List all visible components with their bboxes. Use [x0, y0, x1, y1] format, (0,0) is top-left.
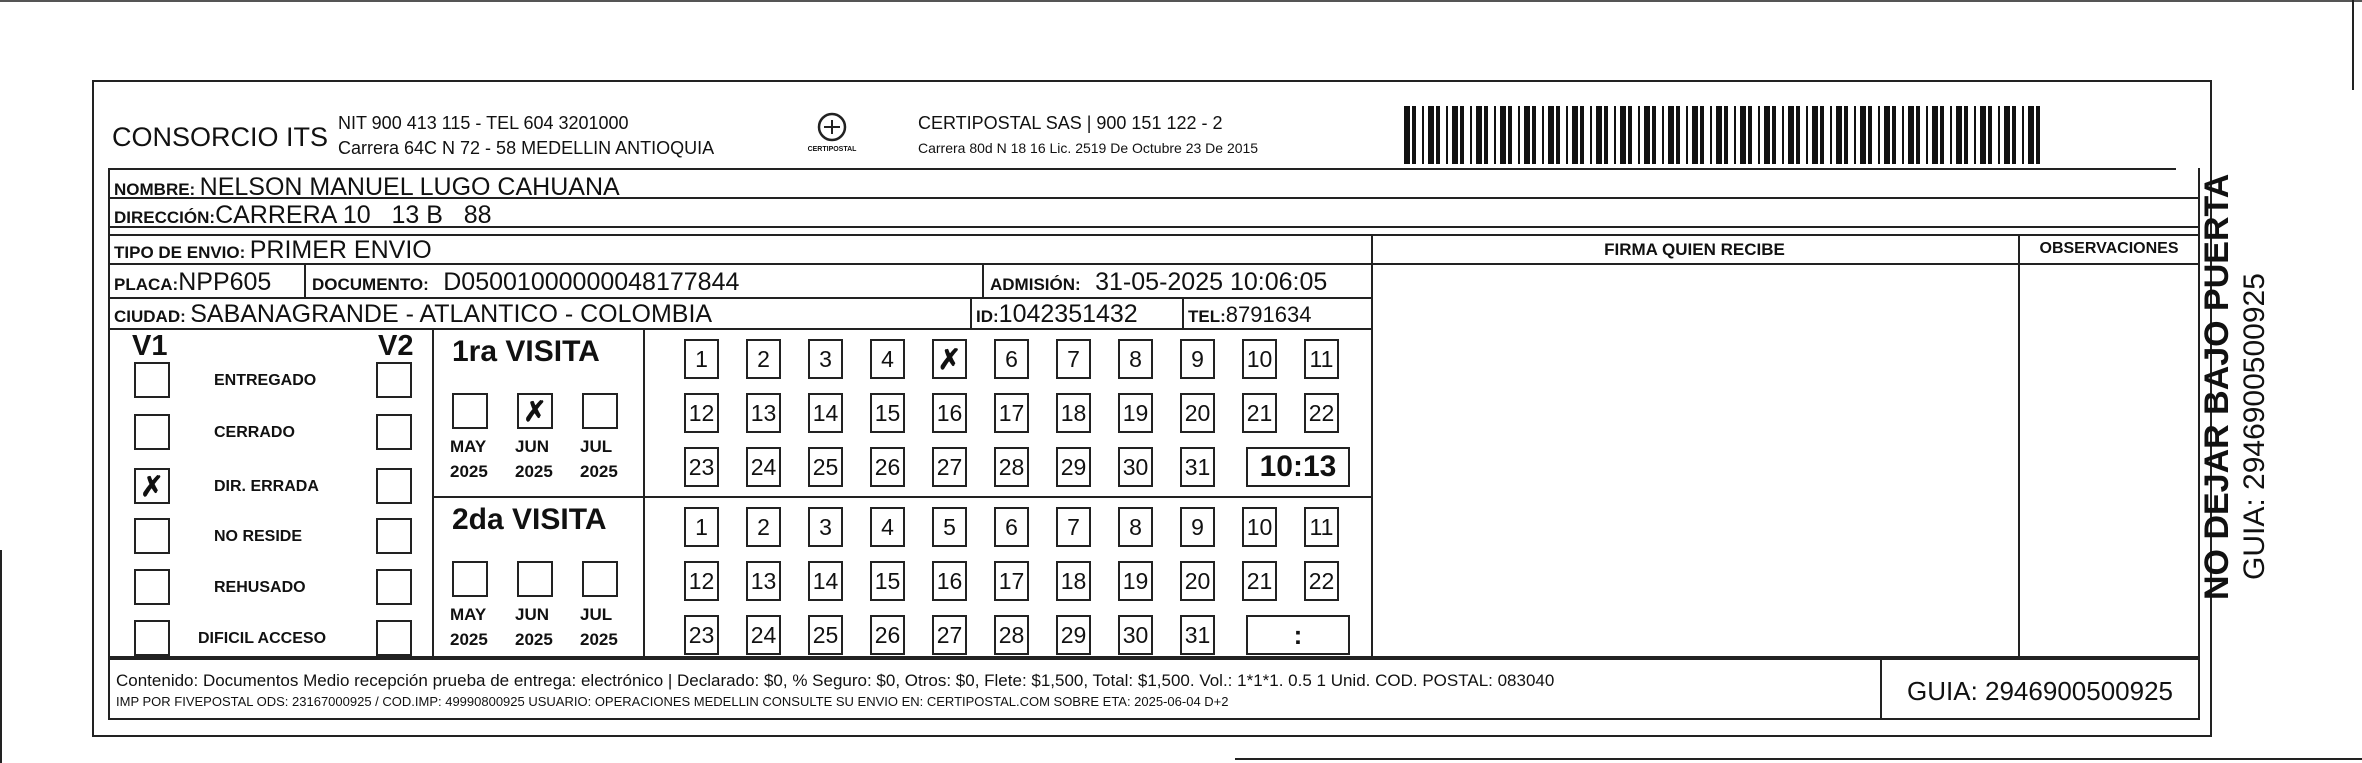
barcode-bar: [1740, 106, 1746, 164]
day-box[interactable]: 1: [684, 339, 719, 379]
month-label: JUN: [515, 605, 550, 624]
documento-value: D05001000000048177844: [443, 268, 740, 296]
day-box[interactable]: 16: [932, 561, 967, 601]
status-label: REHUSADO: [214, 579, 306, 596]
direccion-label: DIRECCIÓN:: [114, 208, 216, 227]
documento-label: DOCUMENTO:: [312, 275, 429, 294]
day-box[interactable]: 20: [1180, 561, 1215, 601]
barcode-bar: [1620, 106, 1626, 164]
year-label: 2025: [450, 630, 488, 649]
year-label: 2025: [515, 630, 553, 649]
status-label: CERRADO: [214, 424, 295, 441]
year-label: 2025: [515, 462, 553, 481]
day-box[interactable]: 30: [1118, 615, 1153, 655]
barcode: [1402, 106, 2042, 164]
day-box[interactable]: 29: [1056, 615, 1091, 655]
tel-label: TEL:: [1188, 307, 1226, 326]
barcode-bar: [1868, 106, 1872, 164]
day-box[interactable]: 10: [1242, 339, 1277, 379]
tel-value: 8791634: [1225, 302, 1312, 327]
month-label: JUN: [515, 437, 550, 456]
day-box[interactable]: 31: [1180, 447, 1215, 487]
v1-checkbox[interactable]: [134, 414, 170, 450]
barcode-bar: [1940, 106, 1944, 164]
barcode-bar: [1668, 106, 1674, 164]
barcode-bar: [1452, 106, 1458, 164]
barcode-bar: [1404, 106, 1410, 164]
barcode-bar: [2028, 106, 2034, 164]
documento-row: [312, 268, 739, 297]
barcode-bar: [1446, 106, 1448, 164]
placa-row: [114, 268, 271, 297]
barcode-bar: [1566, 106, 1568, 164]
barcode-bar: [1572, 106, 1578, 164]
barcode-bar: [1628, 106, 1632, 164]
day-box[interactable]: 8: [1118, 507, 1153, 547]
day-box[interactable]: 4: [870, 339, 905, 379]
month-checkbox[interactable]: ✗: [517, 393, 553, 429]
tipo-label: TIPO DE ENVIO:: [114, 243, 246, 262]
v1-label: V1: [132, 330, 168, 362]
status-label: DIFICIL ACCESO: [198, 630, 327, 647]
day-box[interactable]: 3: [808, 339, 843, 379]
barcode-bar: [1644, 106, 1650, 164]
year-label: 2025: [580, 462, 618, 481]
barcode-bar: [1428, 106, 1434, 164]
footer-guia: GUIA: 2946900500925: [1907, 676, 2173, 706]
barcode-bar: [1604, 106, 1608, 164]
tel-divider: [1182, 297, 1184, 328]
v1-checkbox[interactable]: [134, 620, 170, 656]
footer-left-line: [108, 658, 110, 720]
footer-imp: IMP POR FIVEPOSTAL ODS: 23167000925 / COD.IMP: 49990800925 USUARIO: OPERACIONES MEDELLIN CONSULTE SU ENVIO EN: CERTIPOSTAL.COM SOBRE ETA: 2025-06-04 D+2: [116, 694, 1229, 709]
barcode-bar: [1820, 106, 1824, 164]
status-label: NO RESIDE: [214, 528, 303, 545]
day-box[interactable]: 17: [994, 393, 1029, 433]
year-label: 2025: [580, 630, 618, 649]
barcode-bar: [1524, 106, 1530, 164]
barcode-bar: [1764, 106, 1770, 164]
day-box[interactable]: 19: [1118, 561, 1153, 601]
v2-checkbox[interactable]: [376, 620, 412, 656]
row-line-7: [108, 658, 2200, 660]
v2-checkbox[interactable]: [376, 569, 412, 605]
day-box[interactable]: 23: [684, 447, 719, 487]
month-checkbox[interactable]: [582, 393, 618, 429]
day-box[interactable]: 5: [932, 507, 967, 547]
scan-edge-left: [0, 550, 2, 763]
month-label: JUL: [580, 605, 613, 624]
signature-area[interactable]: [1374, 266, 2018, 658]
day-box[interactable]: 15: [870, 393, 905, 433]
day-box[interactable]: 26: [870, 447, 905, 487]
day-box[interactable]: 4: [870, 507, 905, 547]
barcode-bar: [2036, 106, 2040, 164]
barcode-bar: [1686, 106, 1688, 164]
barcode-bar: [1422, 106, 1424, 164]
nombre-label: NOMBRE:: [114, 180, 196, 199]
day-box[interactable]: 15: [870, 561, 905, 601]
barcode-bar: [1830, 106, 1832, 164]
footer-bottom-line: [108, 718, 2200, 720]
id-row: [976, 300, 1138, 329]
barcode-bar: [1614, 106, 1616, 164]
day-box[interactable]: 20: [1180, 393, 1215, 433]
side-guia: GUIA: 2946900500925: [2238, 273, 2271, 580]
firma-label: FIRMA QUIEN RECIBE: [1604, 240, 1785, 259]
barcode-bar: [1998, 106, 2000, 164]
tel-row: [1188, 302, 1311, 328]
day-box[interactable]: 13: [746, 393, 781, 433]
id-value: 1042351432: [998, 300, 1138, 328]
day-box[interactable]: 26: [870, 615, 905, 655]
col-divider-signature: [1371, 234, 1373, 658]
certipostal-logo: [806, 110, 858, 160]
barcode-bar: [1926, 106, 1928, 164]
barcode-bar: [1796, 106, 1800, 164]
company-address: Carrera 64C N 72 - 58 MEDELLIN ANTIOQUIA: [338, 138, 715, 158]
day-box[interactable]: 6: [994, 339, 1029, 379]
barcode-bar: [1508, 106, 1512, 164]
barcode-bar: [1908, 106, 1914, 164]
day-box[interactable]: 24: [746, 447, 781, 487]
visit-title: 1ra VISITA: [452, 335, 600, 368]
barcode-bar: [1758, 106, 1760, 164]
ciudad-label: CIUDAD:: [114, 307, 186, 326]
footer-contenido: Contenido: Documentos Medio recepción prueba de entrega: electrónico | Declarado: $0, % Seguro: $0, Otros: $0, Flete: $1,500, Total: $1,500. Vol.: 1*1*1. 0.5 1 Unid. COD. POSTAL: 083040: [116, 671, 1555, 690]
day-box[interactable]: 2: [746, 339, 781, 379]
visit-divider: [432, 496, 1371, 498]
barcode-bar: [1878, 106, 1880, 164]
barcode-bar: [1518, 106, 1520, 164]
v2-label: V2: [378, 330, 414, 362]
barcode-bar: [1692, 106, 1698, 164]
tipo-value: PRIMER ENVIO: [249, 236, 432, 264]
v1-checkbox[interactable]: [134, 362, 170, 398]
day-box[interactable]: 17: [994, 561, 1029, 601]
v2-checkbox[interactable]: [376, 414, 412, 450]
barcode-bar: [1974, 106, 1976, 164]
barcode-bar: [2004, 106, 2010, 164]
day-box[interactable]: 19: [1118, 393, 1153, 433]
day-box[interactable]: 7: [1056, 507, 1091, 547]
barcode-bar: [1854, 106, 1856, 164]
day-box[interactable]: 3: [808, 507, 843, 547]
barcode-bar: [1956, 106, 1962, 164]
barcode-bar: [1950, 106, 1952, 164]
barcode-bar: [1892, 106, 1896, 164]
day-box[interactable]: 10: [1242, 507, 1277, 547]
placa-value: NPP605: [178, 268, 272, 296]
month-checkbox[interactable]: [582, 561, 618, 597]
day-box[interactable]: 9: [1180, 507, 1215, 547]
barcode-bar: [1638, 106, 1640, 164]
barcode-bar: [1542, 106, 1544, 164]
barcode-bar: [1494, 106, 1496, 164]
barcode-bar: [1844, 106, 1848, 164]
day-box[interactable]: 6: [994, 507, 1029, 547]
day-box[interactable]: 14: [808, 393, 843, 433]
status-divider: [432, 328, 434, 658]
observaciones-label: OBSERVACIONES: [2039, 240, 2179, 257]
day-box[interactable]: 21: [1242, 393, 1277, 433]
barcode-bar: [1964, 106, 1968, 164]
time-box[interactable]: :: [1246, 615, 1350, 655]
barcode-bar: [2012, 106, 2016, 164]
day-box[interactable]: 25: [808, 615, 843, 655]
nombre-value: NELSON MANUEL LUGO CAHUANA: [199, 173, 620, 201]
barcode-bar: [1700, 106, 1704, 164]
year-label: 2025: [450, 462, 488, 481]
day-box[interactable]: 11: [1304, 507, 1339, 547]
day-box[interactable]: 7: [1056, 339, 1091, 379]
tipo-row: [114, 236, 432, 265]
barcode-bar: [1596, 106, 1602, 164]
direccion-value: CARRERA 10 13 B 88: [215, 201, 492, 229]
day-box[interactable]: 21: [1242, 561, 1277, 601]
barcode-bar: [1724, 106, 1728, 164]
day-box[interactable]: 9: [1180, 339, 1215, 379]
day-box[interactable]: 2: [746, 507, 781, 547]
barcode-bar: [1988, 106, 1992, 164]
visit-title: 2da VISITA: [452, 503, 607, 536]
barcode-bar: [1806, 106, 1808, 164]
barcode-bar: [1412, 106, 1416, 164]
barcode-bar: [1932, 106, 1938, 164]
direccion-row: [114, 201, 492, 230]
footer-right-line: [2198, 658, 2200, 720]
barcode-bar: [2022, 106, 2024, 164]
barcode-bar: [1916, 106, 1920, 164]
day-box[interactable]: 29: [1056, 447, 1091, 487]
time-box[interactable]: 10:13: [1246, 447, 1350, 487]
day-box[interactable]: 18: [1056, 393, 1091, 433]
v2-checkbox[interactable]: [376, 518, 412, 554]
day-box[interactable]: 22: [1304, 393, 1339, 433]
license-line: Carrera 80d N 18 16 Lic. 2519 De Octubre 23 De 2015: [918, 140, 1259, 156]
barcode-bar: [1710, 106, 1712, 164]
id-label: ID:: [976, 307, 999, 326]
day-box[interactable]: 11: [1304, 339, 1339, 379]
month-checkbox[interactable]: [517, 561, 553, 597]
barcode-bar: [1500, 106, 1506, 164]
month-checkbox[interactable]: [452, 393, 488, 429]
signature-header-line: [1371, 263, 2198, 265]
day-box[interactable]: 23: [684, 615, 719, 655]
day-box[interactable]: ✗: [932, 339, 967, 379]
ciudad-row: [114, 300, 712, 329]
day-box[interactable]: 12: [684, 561, 719, 601]
day-box[interactable]: 24: [746, 615, 781, 655]
barcode-bar: [1772, 106, 1776, 164]
day-box[interactable]: 16: [932, 393, 967, 433]
day-box[interactable]: 31: [1180, 615, 1215, 655]
barcode-bar: [1548, 106, 1554, 164]
barcode-bar: [1470, 106, 1472, 164]
v2-checkbox[interactable]: [376, 468, 412, 504]
barcode-bar: [1590, 106, 1592, 164]
observaciones-area[interactable]: [2021, 266, 2197, 658]
day-box[interactable]: 28: [994, 447, 1029, 487]
barcode-bar: [1556, 106, 1560, 164]
barcode-bar: [1902, 106, 1904, 164]
v1-checkbox[interactable]: ✗: [134, 468, 170, 504]
barcode-bar: [1782, 106, 1784, 164]
barcode-bar: [1812, 106, 1818, 164]
day-box[interactable]: 30: [1118, 447, 1153, 487]
company-nit: NIT 900 413 115 - TEL 604 3201000: [338, 113, 629, 133]
v1-checkbox[interactable]: [134, 518, 170, 554]
barcode-bar: [1580, 106, 1584, 164]
col-divider-observaciones: [2018, 234, 2020, 658]
barcode-bar: [1436, 106, 1440, 164]
day-box[interactable]: 27: [932, 447, 967, 487]
barcode-bar: [1532, 106, 1536, 164]
day-box[interactable]: 12: [684, 393, 719, 433]
day-box[interactable]: 25: [808, 447, 843, 487]
day-box[interactable]: 13: [746, 561, 781, 601]
barcode-bar: [1460, 106, 1464, 164]
nombre-row: [114, 173, 620, 202]
admision-label: ADMISIÓN:: [990, 275, 1081, 294]
day-box[interactable]: 14: [808, 561, 843, 601]
day-box[interactable]: 28: [994, 615, 1029, 655]
barcode-bar: [1860, 106, 1866, 164]
barcode-bar: [1676, 106, 1680, 164]
barcode-bar: [1734, 106, 1736, 164]
barcode-bar: [1836, 106, 1842, 164]
barcode-bar: [1788, 106, 1794, 164]
scan-edge-top: [0, 0, 2362, 2]
barcode-bar: [1980, 106, 1986, 164]
certipostal-logo-text: CERTIPOSTAL: [807, 146, 857, 153]
admision-value: 31-05-2025 10:06:05: [1095, 268, 1328, 296]
placa-divider: [304, 263, 306, 297]
barcode-bar: [1476, 106, 1482, 164]
company-name: CONSORCIO ITS: [112, 122, 329, 152]
day-box[interactable]: 1: [684, 507, 719, 547]
barcode-bar: [1662, 106, 1664, 164]
status-label: ENTREGADO: [214, 372, 317, 389]
barcode-bar: [1748, 106, 1752, 164]
admision-row: [990, 268, 1327, 297]
month-label: MAY: [450, 605, 487, 624]
month-label: MAY: [450, 437, 487, 456]
day-box[interactable]: 18: [1056, 561, 1091, 601]
scan-edge-bottom: [1235, 758, 2362, 760]
side-warning: NO DEJAR BAJO PUERTA: [2198, 173, 2236, 600]
day-box[interactable]: 27: [932, 615, 967, 655]
barcode-bar: [1716, 106, 1722, 164]
barcode-bar: [1484, 106, 1488, 164]
months-divider: [643, 328, 645, 658]
month-label: JUL: [580, 437, 613, 456]
status-label: DIR. ERRADA: [214, 478, 319, 495]
barcode-bar: [1884, 106, 1890, 164]
day-box[interactable]: 8: [1118, 339, 1153, 379]
id-divider: [970, 297, 972, 328]
scan-edge-right: [2352, 0, 2354, 90]
v1-checkbox[interactable]: [134, 569, 170, 605]
ciudad-value: SABANAGRANDE - ATLANTICO - COLOMBIA: [190, 300, 713, 328]
placa-label: PLACA:: [114, 275, 179, 294]
day-box[interactable]: 22: [1304, 561, 1339, 601]
barcode-bar: [1652, 106, 1656, 164]
v2-checkbox[interactable]: [376, 362, 412, 398]
admision-divider: [982, 263, 984, 297]
certipostal-line: CERTIPOSTAL SAS | 900 151 122 - 2: [918, 113, 1223, 133]
month-checkbox[interactable]: [452, 561, 488, 597]
